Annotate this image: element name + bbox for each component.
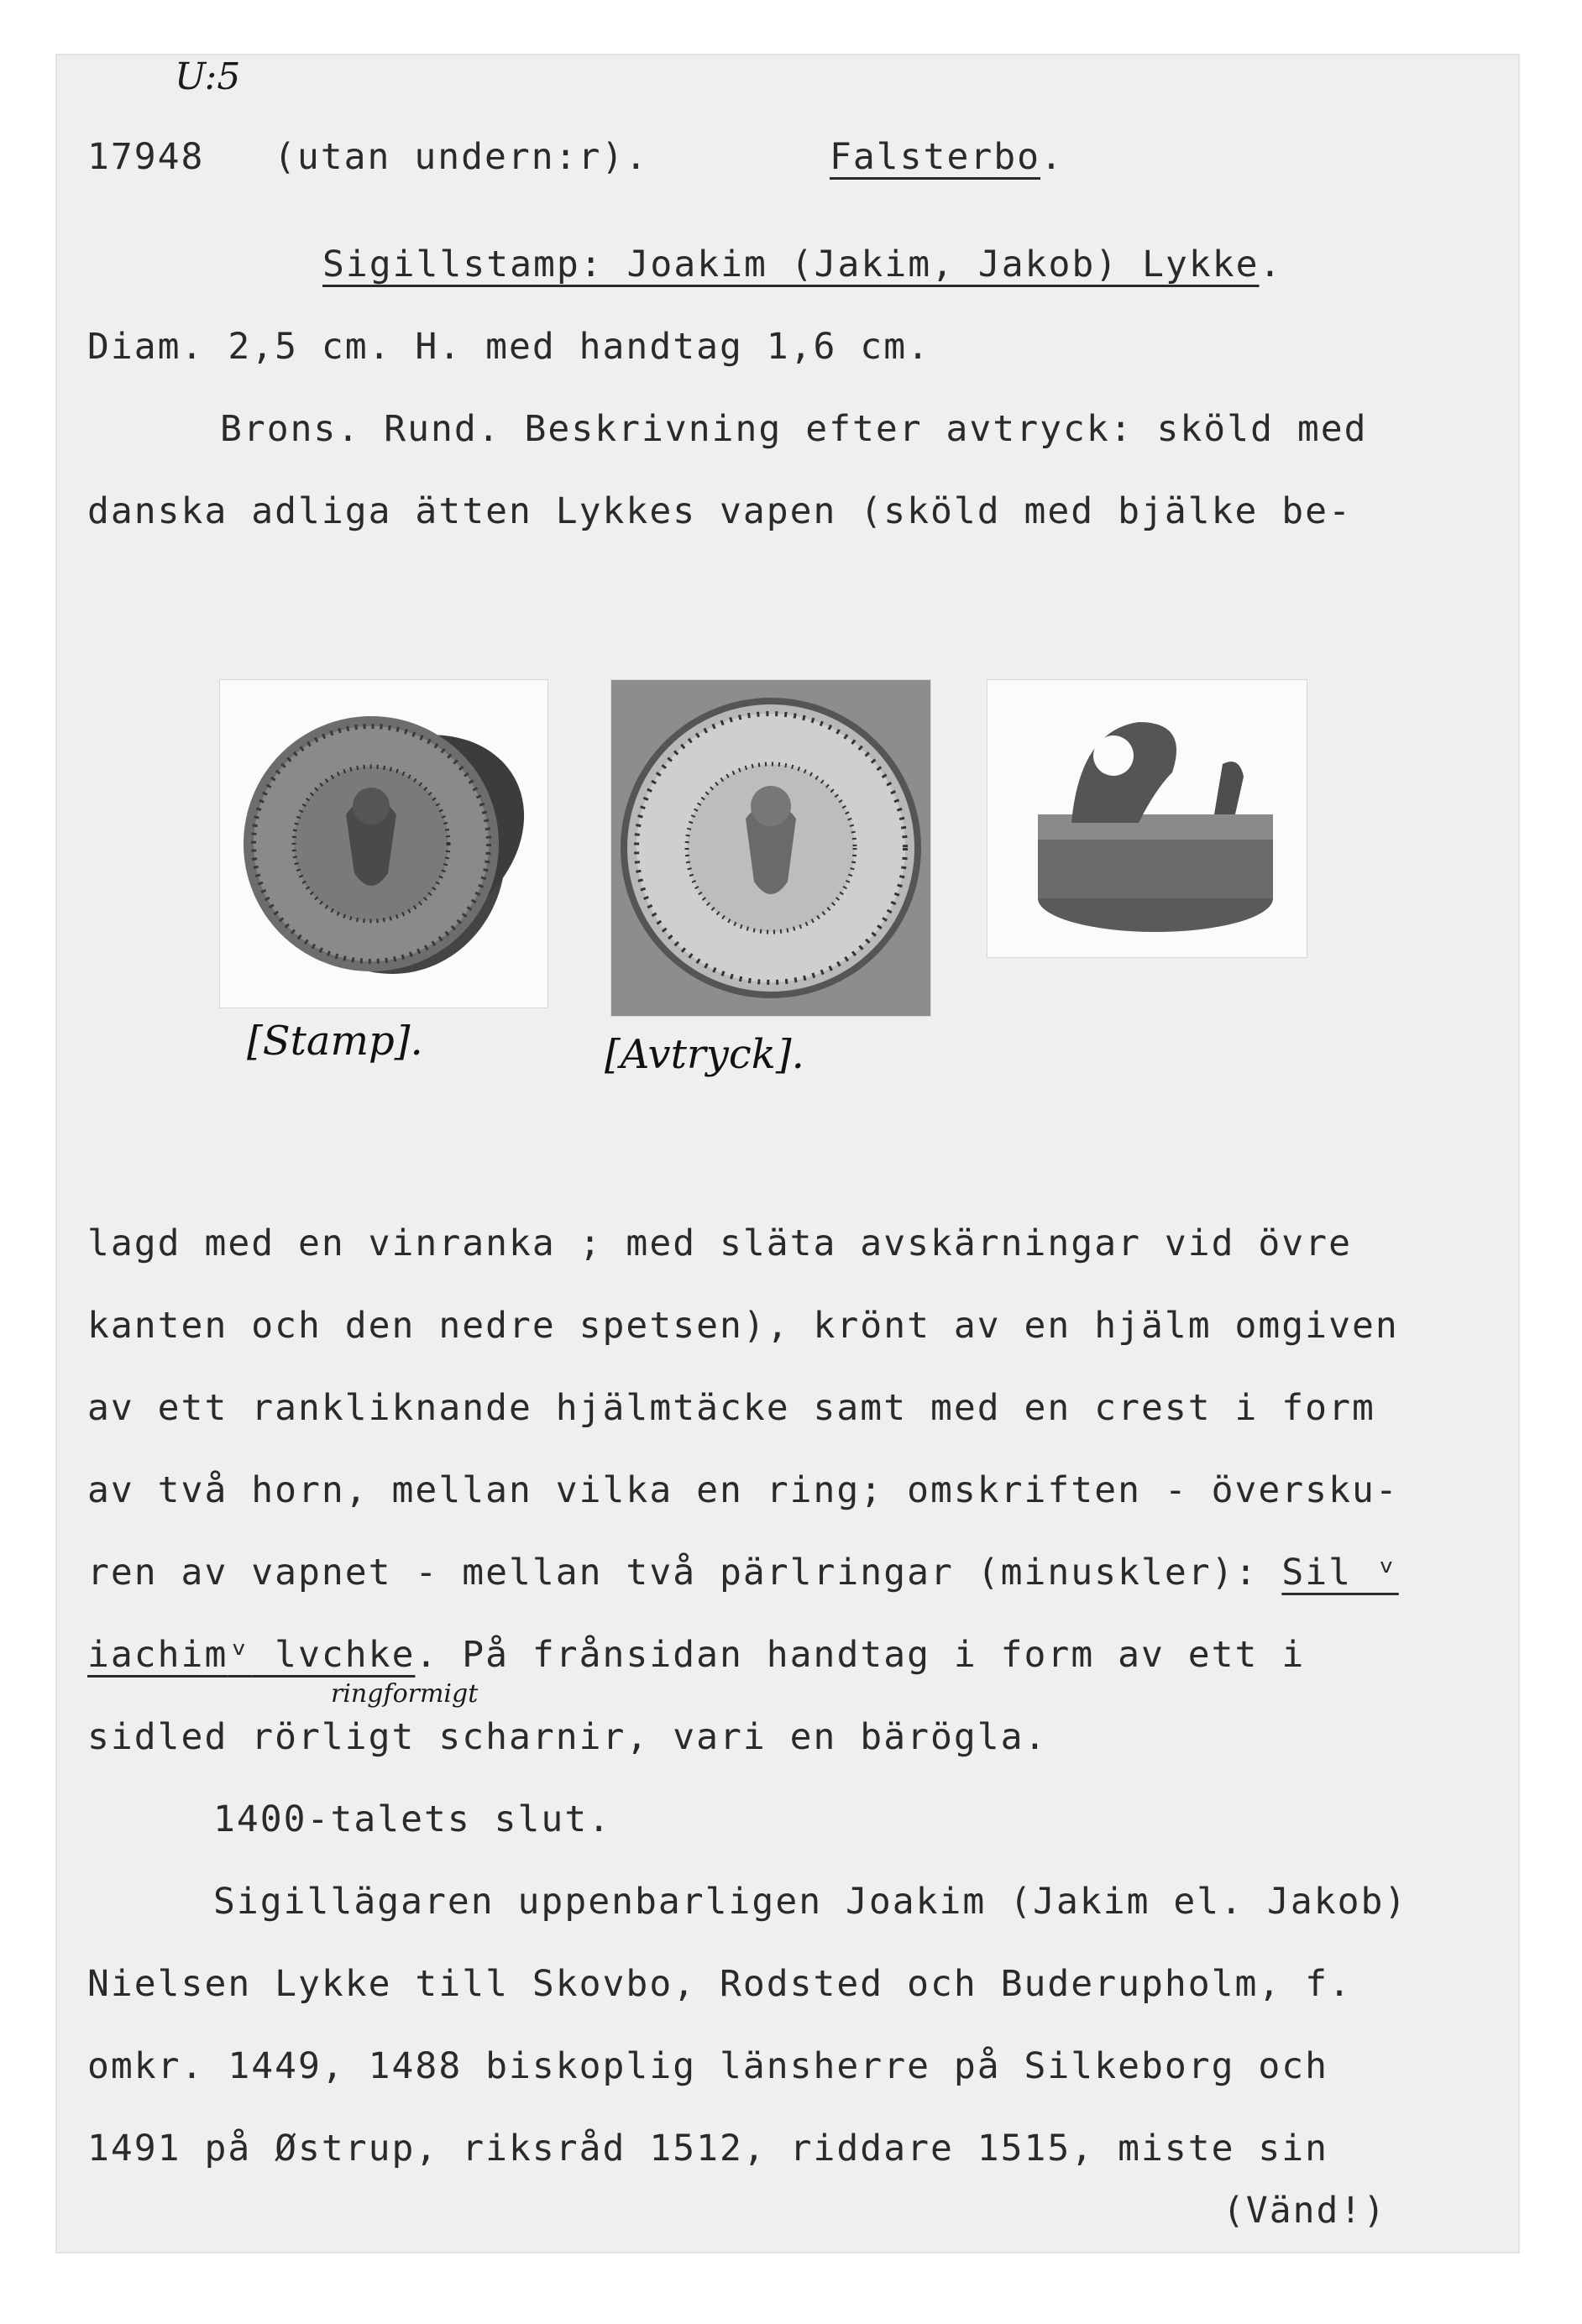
turn-over-note: (Vänd!) xyxy=(1223,2190,1387,2232)
text-line-vinranka: lagd med en vinranka ; med släta avskärningar vid övre xyxy=(87,1222,1352,1264)
caption-stamp: [Stamp]. xyxy=(247,1018,423,1065)
text-line-omskrift: ren av vapnet - mellan två pärlringar (minuskler): Sil ᵛ xyxy=(87,1552,1399,1594)
inscription-part-b: iachim xyxy=(87,1634,228,1676)
photo-handle-side xyxy=(987,680,1307,957)
text-line-ostrup: 1491 på Østrup, riksråd 1512, riddare 1515, miste sin xyxy=(87,2128,1329,2170)
text-line-dating: 1400-talets slut. xyxy=(213,1798,612,1840)
archive-card xyxy=(55,54,1520,2253)
shelf-mark: U:5 xyxy=(175,55,241,98)
text-line-omkr: omkr. 1449, 1488 biskoplig länsherre på Silkeborg och xyxy=(87,2045,1329,2087)
text-line-horn: av två horn, mellan vilka en ring; omskriften - översku- xyxy=(87,1469,1399,1511)
text-line-material: Brons. Rund. Beskrivning efter avtryck: sköld med xyxy=(220,408,1368,450)
inscription-part-a: Sil xyxy=(1281,1552,1352,1594)
catalog-number: 17948 xyxy=(87,136,205,178)
catalog-note: (utan undern:r). xyxy=(274,136,649,178)
caption-impression: [Avtryck]. xyxy=(605,1031,804,1078)
text-line-hjalmtacke: av ett rankliknande hjälmtäcke samt med en crest i form xyxy=(87,1387,1375,1429)
photo-stamp xyxy=(220,680,547,1008)
handwritten-insertion: ringformigt xyxy=(331,1679,479,1709)
text-line-kanten: kanten och den nedre spetsen), krönt av en hjälm omgiven xyxy=(87,1305,1399,1347)
object-title: Sigillstamp: Joakim (Jakim, Jakob) Lykke. xyxy=(322,243,1283,285)
place-name: Falsterbo. xyxy=(830,136,1064,178)
text-line-nielsen: Nielsen Lykke till Skovbo, Rodsted och Buderupholm, f. xyxy=(87,1963,1352,2005)
text-line-scharnir: sidled rörligt scharnir, vari en bärögla. xyxy=(87,1716,1048,1758)
text-line-arms: danska adliga ätten Lykkes vapen (sköld med bjälke be- xyxy=(87,490,1352,532)
text-line-inscription: iachimᵛ lvchke. På frånsidan handtag i form av ett i xyxy=(87,1634,1306,1676)
text-line-diam: Diam. 2,5 cm. H. med handtag 1,6 cm. xyxy=(87,326,930,368)
photo-impression xyxy=(611,680,930,1016)
text-line-owner: Sigillägaren uppenbarligen Joakim (Jakim el. Jakob) xyxy=(213,1881,1408,1923)
